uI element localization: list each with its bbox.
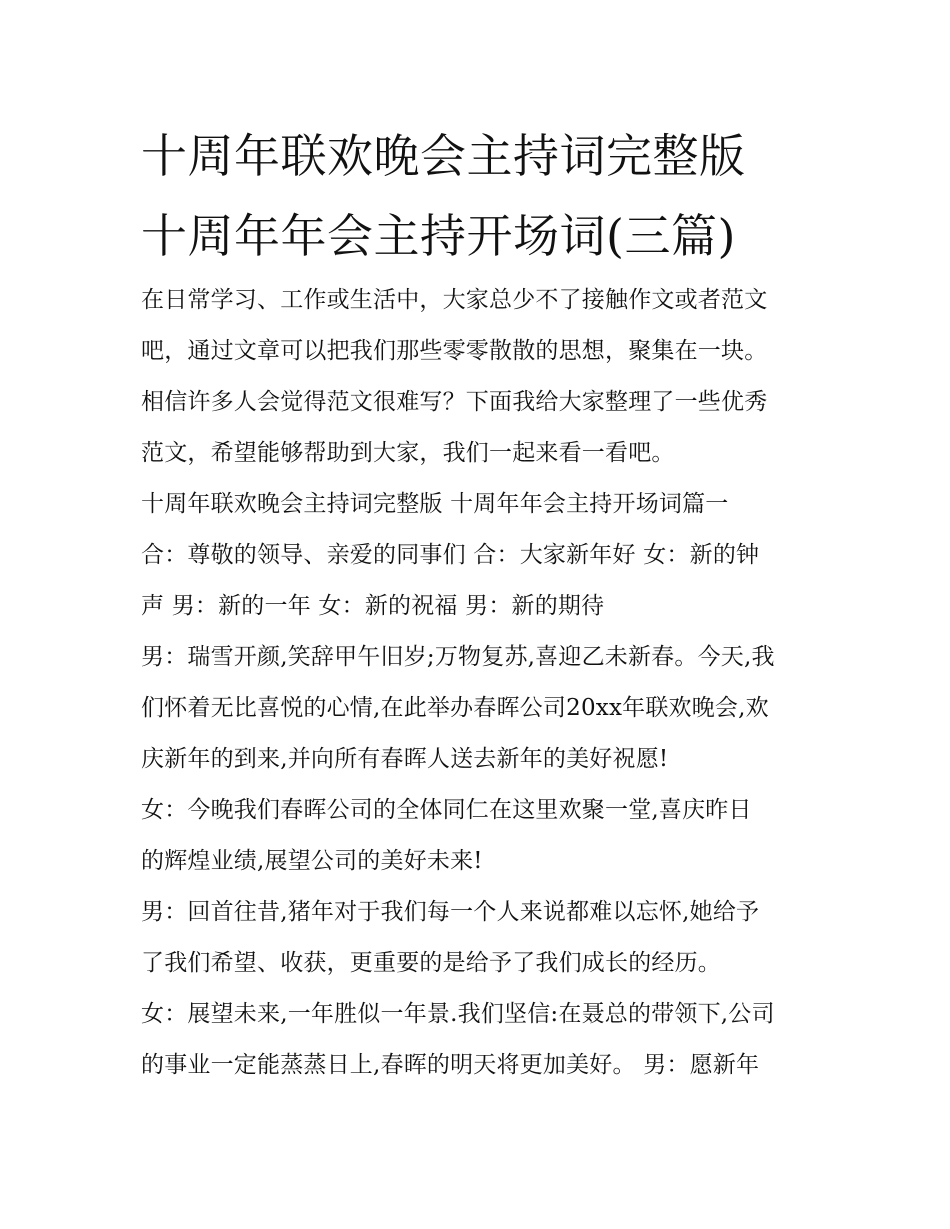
body-line: 了我们希望、收获，更重要的是给予了我们成长的经历。 [141, 950, 721, 976]
body-line: 十周年联欢晚会主持词完整版 十周年年会主持开场词篇一 [141, 491, 729, 517]
body-line: 女：展望未来,一年胜似一年景.我们坚信:在聂总的带领下,公司 [141, 1001, 775, 1027]
title-line: 十周年联欢晚会主持词完整版 [141, 129, 746, 183]
body-line: 范文，希望能够帮助到大家，我们一起来看一看吧。 [141, 440, 675, 466]
body-line: 相信许多人会觉得范文很难写？下面我给大家整理了一些优秀 [141, 389, 768, 415]
body-line: 们怀着无比喜悦的心情,在此举办春晖公司20xx年联欢晚会,欢 [141, 695, 769, 721]
document-body [141, 275, 821, 1091]
body-line: 的事业一定能蒸蒸日上,春晖的明天将更加美好。 男：愿新年 [141, 1052, 760, 1078]
document-title [141, 116, 841, 276]
body-line: 声 男：新的一年 女：新的祝福 男：新的期待 [141, 593, 605, 619]
body-line: 合：尊敬的领导、亲爱的同事们 合：大家新年好 女：新的钟 [141, 542, 760, 568]
body-line: 吧，通过文章可以把我们那些零零散散的思想，聚集在一块。 [141, 338, 768, 364]
body-line: 男：瑞雪开颜,笑辞甲午旧岁;万物复苏,喜迎乙未新春。今天,我 [141, 644, 775, 670]
body-line: 的辉煌业绩,展望公司的美好未来! [141, 848, 483, 874]
body-line: 女：今晚我们春晖公司的全体同仁在这里欢聚一堂,喜庆昨日 [141, 797, 752, 823]
body-line: 在日常学习、工作或生活中，大家总少不了接触作文或者范文 [141, 287, 768, 313]
body-line: 庆新年的到来,并向所有春晖人送去新年的美好祝愿! [141, 746, 669, 772]
title-line: 十周年年会主持开场词(三篇) [141, 209, 736, 263]
body-line: 男：回首往昔,猪年对于我们每一个人来说都难以忘怀,她给予 [141, 899, 760, 925]
